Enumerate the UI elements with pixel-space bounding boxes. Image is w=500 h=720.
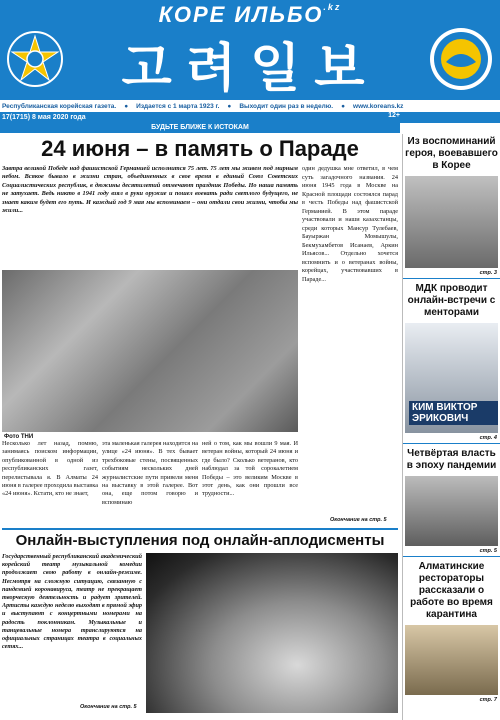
sidebar-headline-3[interactable]: Четвёртая власть в эпоху пандемии bbox=[406, 448, 497, 471]
main-body-columns bbox=[2, 440, 298, 507]
issue-bar bbox=[0, 112, 500, 123]
sidebar-page-3: стр. 5 bbox=[479, 548, 497, 554]
sidebar-photo-4 bbox=[405, 625, 498, 695]
main-headline[interactable]: 24 июня – в память о Параде bbox=[41, 136, 359, 161]
sidebar-page-1: стр. 3 bbox=[479, 270, 497, 276]
masthead bbox=[0, 0, 500, 100]
main-right-column: один дедушка мне ответил, в чем суть загадочного названия. 24 июня 1945 года в Москве на Красной площади состоялся парад в честь Победы над фашистской Германией. В этом параде участвовали и наши казахстанцы, среди которых Мансур Тулебаев, Бауыржан Момышулы, Бекмухамбетов Исанаев, Аркин Ильясов... Отдельно хочется вспомнить и о ветеранах войны, корейцах, участвовавших в Параде... bbox=[302, 165, 398, 283]
sidebar-headline-2[interactable]: МДК проводит онлайн-встречи с менторами bbox=[407, 283, 496, 318]
paper-frequency: Выходит один раз в неделю. bbox=[239, 102, 334, 110]
main-ending-note[interactable]: Окончание на стр. 5 bbox=[330, 517, 387, 523]
photo-caption: Фото ТНИ bbox=[4, 434, 34, 440]
mentor-name-label: КИМ ВИКТОР ЭРИКОВИЧ bbox=[409, 401, 498, 425]
sidebar-headline-1[interactable]: Из воспоминаний героя, воевавшего в Корее bbox=[405, 136, 498, 171]
sidebar-photo-3 bbox=[405, 476, 498, 546]
veterans-photo bbox=[2, 270, 298, 432]
website-link[interactable]: www.koreans.kz bbox=[353, 102, 404, 110]
info-bar: Республиканская корейская газета. ● Издается с 1 марта 1923 г. ● Выходит один раз в неделю. ● www.koreans.kz bbox=[0, 100, 500, 112]
sidebar-page-4: стр. 7 bbox=[479, 697, 497, 703]
main-lead: Завтра великой Победе над фашистской Германией исполнится 75 лет. 75 лет мы живем под мирным небом. Всякое бывало в жизни стран, объединенных в свое время в единый Союз Советских Социалистических республик, в дюжины десятилетий отмечают праздник Победы. Но наша память не затухает. Ведь никто в 1941 году взял в руки оружие и пошел воевать ради светлого будущего, не знает каким будет его путь. И каждый год 9 мая мы вспоминаем – они отдали свои жизни, чтобы мы жили... bbox=[2, 165, 298, 215]
stage-performance-photo bbox=[146, 553, 398, 713]
sidebar-page-2: стр. 4 bbox=[479, 435, 497, 441]
sidebar-photo-2 bbox=[405, 323, 498, 433]
body-column-3: ней о том, как мы вошли 9 мая. И ветеран войны, который 24 июня и где было? Сколько ветеранов, кто наблюдал за той сорокалетием Победы – это великим Москве в этот день, как они прошли все трудности... bbox=[202, 440, 298, 498]
paper-since: Издается с 1 марта 1923 г. bbox=[136, 102, 220, 110]
issue-number-date: 17(1715) 8 мая 2020 года bbox=[2, 114, 86, 121]
body-column-1: Несколько лет назад, помню, занимаясь поиском информации, опубликованной в одной из республиканских газет, перелистывала я. В Алматы 24 июня в галерее проходила выставка «24 июня». Кстати, кто не знает, bbox=[2, 440, 98, 498]
age-rating-badge: 12+ bbox=[388, 112, 400, 119]
slogan-bar: БУДЬТЕ БЛИЖЕ К ИСТОКАМ bbox=[0, 123, 400, 133]
sidebar bbox=[402, 134, 500, 720]
newspaper-title: 고려일보 bbox=[121, 39, 379, 99]
body-column-2: эта маленькая галерея находится на улице «24 июня». В тех бывает трехбоковые стены, посвященных событиям нескольких дней журналистские пути привели меня на выставку в этой галерее. Вот она, еще потом говорю и вспоминаю bbox=[102, 440, 198, 506]
sidebar-headline-4[interactable]: Алматинские рестораторы рассказали о работе во время карантина bbox=[410, 561, 493, 620]
paper-description: Республиканская корейская газета. bbox=[2, 102, 117, 110]
sidebar-photo-1 bbox=[405, 176, 498, 268]
second-ending-note[interactable]: Окончание на стр. 5 bbox=[80, 704, 137, 710]
assembly-emblem-icon bbox=[428, 26, 494, 92]
second-headline[interactable]: Онлайн-выступления под онлайн-аплодисменты bbox=[2, 528, 398, 550]
second-lead: Государственный республиканский академический корейский театр музыкальной комедии продолжает свою работу в онлайн-режиме. Несмотря на сложную ситуацию, связанную с пандемией коронавируса, театр не прекращает творческую деятельность и радует зрителей. Артисты каждую неделю выходят в прямой эфир и выступают с концертными номерами на радость поклонникам. Музыкальные и танцевальные номера транслируются на официальных страницах театра в социальных сетях... bbox=[2, 553, 142, 651]
brand-name: КОРЕ $ИЛЬБО^{.kz}$ bbox=[158, 2, 342, 27]
